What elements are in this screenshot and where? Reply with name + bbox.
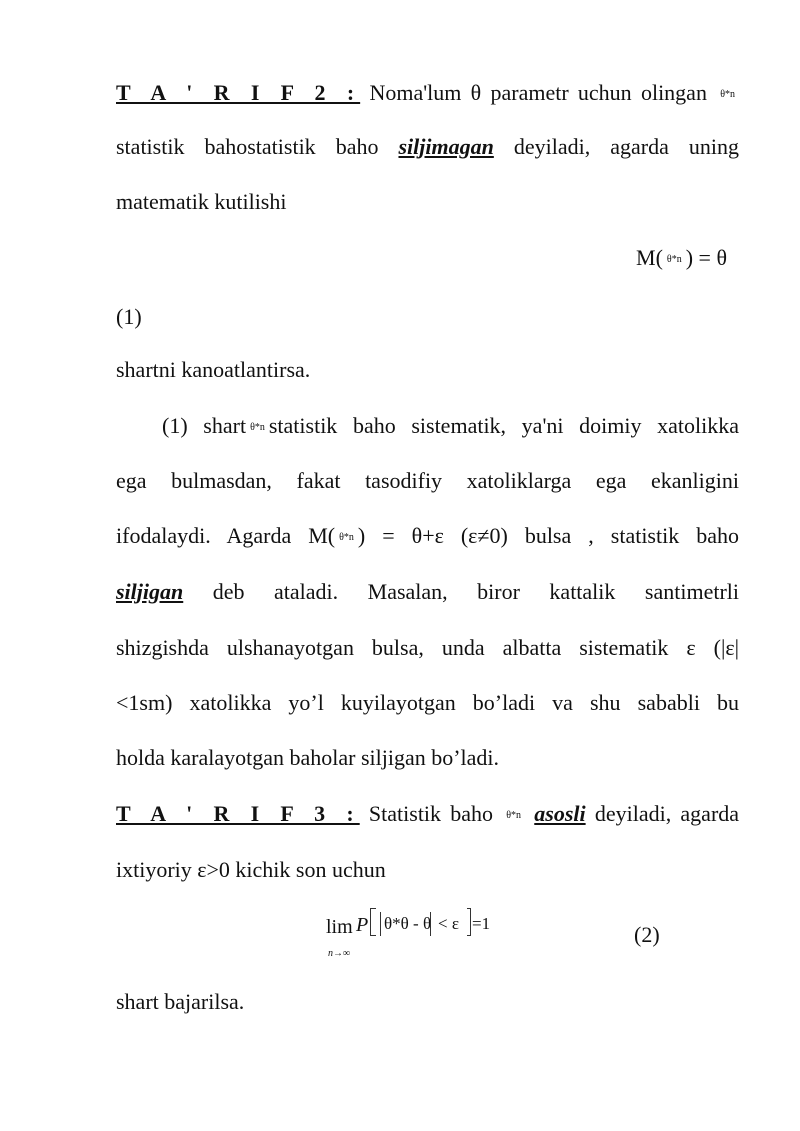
def2-line-5: shartni kanoatlantirsa. bbox=[116, 357, 311, 382]
def3-last-line: shart bajarilsa. bbox=[116, 989, 245, 1014]
equation-number-1: (1) bbox=[116, 304, 142, 329]
lim-symbol: lim bbox=[326, 916, 353, 938]
formula-1 bbox=[116, 243, 739, 273]
para-line-1 bbox=[116, 411, 739, 441]
para-line-3 bbox=[116, 521, 739, 551]
para-line-6: <1sm) xatolikka yo’l kuyilayotgan bo’ladi va shu sababli bu bbox=[116, 690, 739, 715]
def2-line2-post: deyiladi, agarda uning bbox=[513, 134, 739, 159]
formula1-pre: M( bbox=[636, 245, 663, 270]
abs-bar-left bbox=[380, 912, 381, 936]
def3-post: deyiladi, agarda bbox=[594, 801, 740, 826]
estimator-symbol: θ*n bbox=[339, 531, 354, 543]
estimator-symbol: θ*n bbox=[666, 253, 682, 265]
formula-2 bbox=[326, 904, 496, 960]
def2-intro-text: Noma'lum θ parametr uchun olingan bbox=[369, 80, 707, 105]
formula2-equals-one: =1 bbox=[472, 914, 491, 933]
term-biased: siljigan bbox=[116, 579, 184, 604]
right-bracket bbox=[467, 908, 471, 936]
def3-line-2: ixtiyoriy ε>0 kichik son uchun bbox=[116, 857, 386, 882]
def2-line-1 bbox=[116, 78, 739, 108]
formula1-post: ) = θ bbox=[685, 245, 727, 270]
lim-subscript: n→∞ bbox=[328, 948, 351, 959]
probability-symbol: P bbox=[356, 914, 369, 936]
para-l3-post: ) = θ+ε (ε≠0) bulsa , statistik baho bbox=[357, 523, 739, 548]
equation-number-2: (2) bbox=[634, 922, 660, 947]
para-l3-pre: ifodalaydi. Agarda M( bbox=[116, 523, 336, 548]
def2-label: T A ' R I F 2 : bbox=[116, 80, 361, 105]
estimator-symbol: θ*n bbox=[720, 88, 736, 100]
def2-line2-pre: statistik bahostatistik baho bbox=[116, 134, 379, 159]
estimator-symbol: θ*n bbox=[250, 421, 265, 433]
para-line-2: ega bulmasdan, fakat tasodifiy xatoliklarga ega ekanligini bbox=[116, 468, 739, 493]
term-consistent: asosli bbox=[534, 801, 586, 826]
para-line-4 bbox=[116, 577, 739, 607]
formula2-body: θ*θ - θ bbox=[384, 914, 432, 933]
formula2-inequality: < ε bbox=[438, 914, 459, 933]
left-bracket bbox=[370, 908, 376, 936]
para-line-5: shizgishda ulshanayotgan bulsa, unda albatta sistematik ε (|ε| bbox=[116, 635, 739, 660]
def3-pre: Statistik baho bbox=[368, 801, 494, 826]
para-l1-pre: (1) shart bbox=[162, 413, 247, 438]
para-line-7: holda karalayotgan baholar siljigan bo’ladi. bbox=[116, 745, 500, 770]
estimator-symbol: θ*n bbox=[506, 809, 522, 821]
term-unbiased: siljimagan bbox=[398, 134, 494, 159]
def2-line-2 bbox=[116, 132, 739, 162]
def3-line-1 bbox=[116, 799, 739, 829]
para-l1-post: statistik baho sistematik, ya'ni doimiy xatolikka bbox=[268, 413, 739, 438]
abs-bar-right bbox=[430, 912, 431, 936]
def3-label: T A ' R I F 3 : bbox=[116, 801, 360, 826]
para-l4-post: deb ataladi. Masalan, biror kattalik santimetrli bbox=[212, 579, 739, 604]
def2-line-3: matematik kutilishi bbox=[116, 189, 287, 214]
